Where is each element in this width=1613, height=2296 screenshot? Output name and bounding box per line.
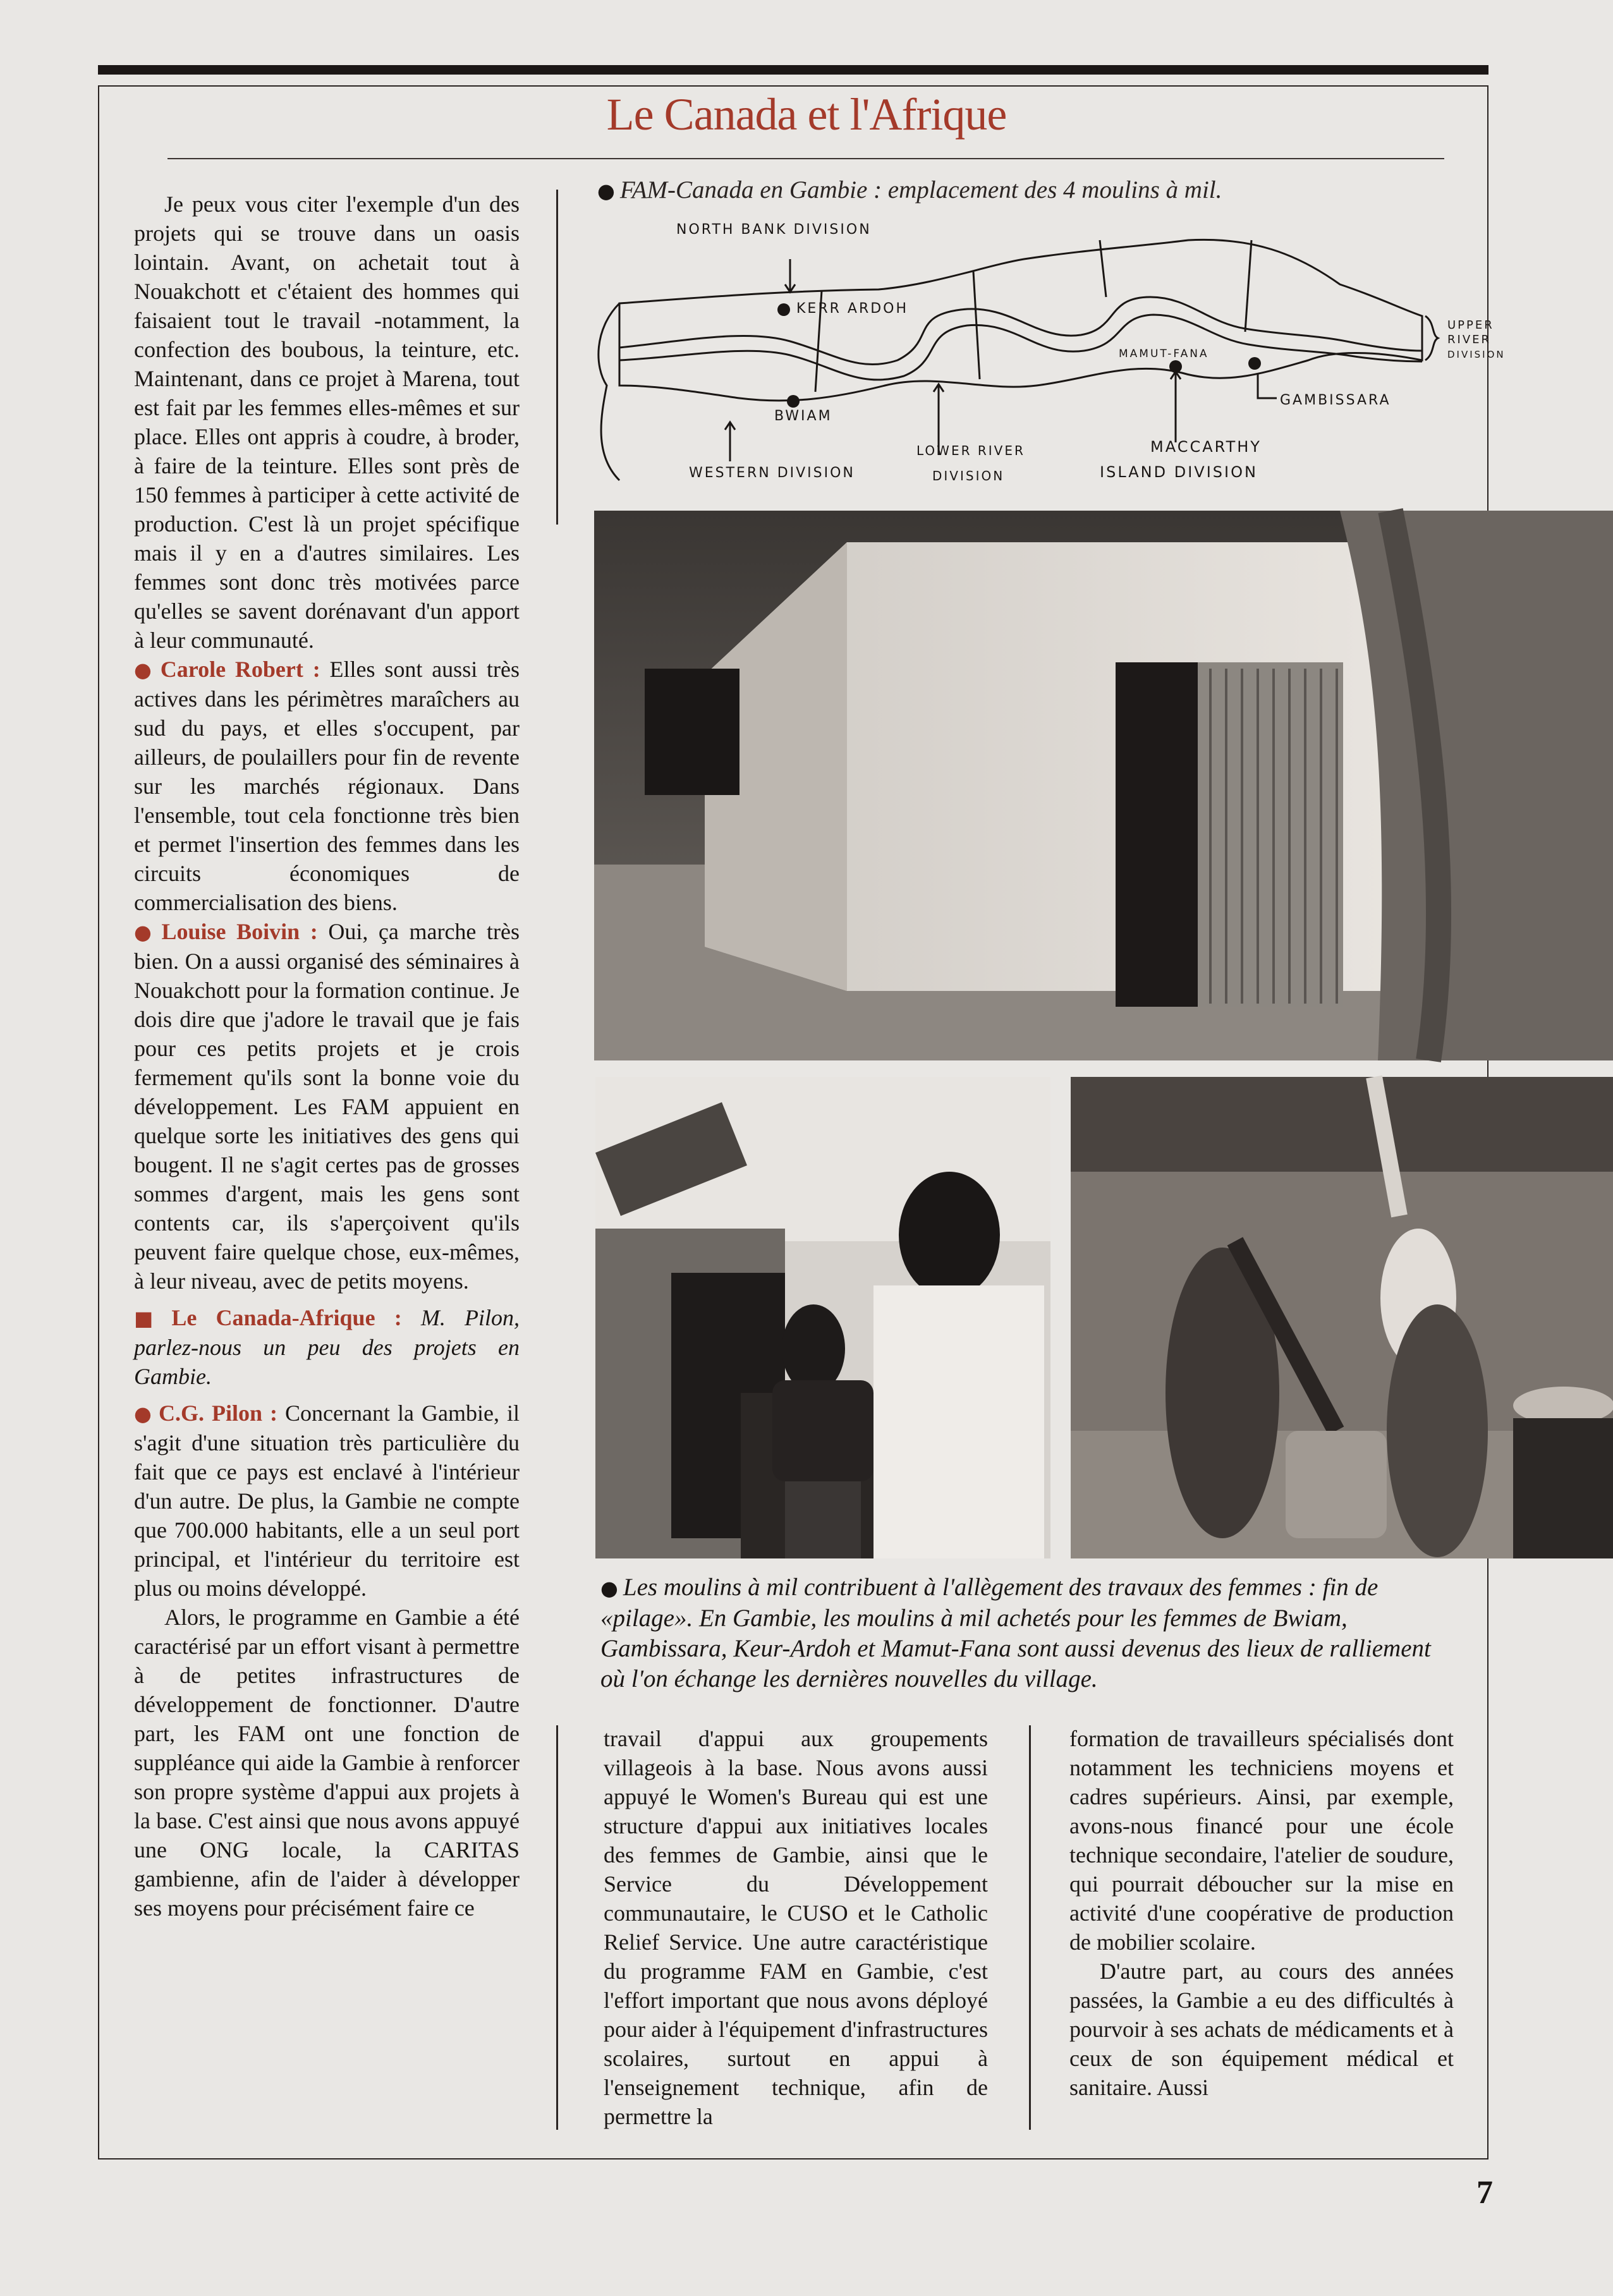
square-bullet-icon: ■: [134, 1306, 167, 1330]
gambia-map: [581, 215, 1506, 506]
speaker-name: Le Canada-Afrique :: [171, 1305, 402, 1330]
photo-caption-text: Les moulins à mil contribuent à l'allègement des travaux des femmes : fin de «pilage». En Gambie, les moulins à mil achetés pour les femmes de Bwiam, Gambissara, Keur-Ardoh et Mamut-Fana sont aussi devenus des lieux de ralliement où l'on échange les dernières nouvelles du village.: [600, 1574, 1431, 1692]
map-label-lower-river: LOWER RIVER: [916, 443, 1025, 458]
map-label-western-division: WESTERN DIVISION: [689, 465, 855, 481]
column-divider: [556, 1725, 558, 2130]
page-number: 7: [1476, 2175, 1493, 2211]
header-rule: [167, 158, 1444, 159]
map-label-north-bank: NORTH BANK DIVISION: [676, 222, 872, 238]
paragraph: [134, 655, 520, 917]
photo-mill-building: [594, 511, 1613, 1060]
paragraph: [134, 1399, 520, 1603]
brace: [1425, 316, 1438, 360]
photo-caption: [600, 1572, 1435, 1694]
bullet-icon: ●: [134, 920, 157, 944]
photo-women-pounding-millet: [1071, 1077, 1613, 1558]
question-text: M. Pilon, parlez-nous un peu des projets en Gambie.: [134, 1305, 520, 1389]
mill-marker-bwiam: [787, 395, 800, 408]
map-label-gambissara: GAMBISSARA: [1280, 392, 1391, 408]
paragraph: travail d'appui aux groupements villageois à la base. Nous avons aussi appuyé le Women's Bureau qui est une structure d'appui aux initiatives locales des femmes de Gambie, ainsi que le Service du Développement communautaire, le CUSO et le Catholic Relief Service. Une autre caractéristique du programme FAM en Gambie, c'est l'effort important que nous avons déployé pour aider à l'équipement d'infrastructures scolaires, surtout en appui à l'enseignement technique, afin de permettre la: [604, 1726, 988, 2129]
river-line-2: [619, 315, 1422, 380]
speaker-name: Louise Boivin :: [161, 919, 318, 944]
paragraph: D'autre part, au cours des années passées, la Gambie a eu des difficultés à pourvoir à ses achats de médicaments et à ceux de son équipement médical et sanitaire. Aussi: [1069, 1959, 1454, 2100]
top-bar: [98, 65, 1488, 75]
map-label-kerr-ardoh: KERR ARDOH: [796, 301, 909, 317]
map-label-upper-river: UPPER: [1447, 319, 1494, 332]
paragraph: Alors, le programme en Gambie a été caractérisé par un effort visant à permettre à de petites infrastructures de développement de fonctionner. D'autre part, les FAM ont une fonction de suppléance qui aide la Gambie à renforcer son propre système d'appui aux projets à la base. C'est ainsi que nous avons appuyé une ONG locale, la CARITAS gambienne, afin de l'aider à développer ses moyens pour précisément faire ce: [134, 1605, 520, 1921]
speaker-name: Carole Robert :: [160, 657, 320, 682]
paragraph: [134, 917, 520, 1296]
bullet-icon: ●: [134, 658, 155, 682]
bullet-icon: ●: [600, 1576, 618, 1600]
photo-women-pounding-image: [1071, 1077, 1613, 1558]
page-header-title: Le Canada et l'Afrique: [606, 89, 1007, 140]
map-caption-text: FAM-Canada en Gambie : emplacement des 4 moulins à mil.: [619, 176, 1222, 203]
paragraph: [134, 1303, 520, 1391]
map-label-upper-river: RIVER: [1447, 333, 1492, 346]
photo-mill-building-image: [594, 511, 1613, 1060]
photo-mill-operators: [595, 1077, 1050, 1558]
mill-marker-gambissara: [1248, 357, 1261, 370]
paragraph: formation de travailleurs spécialisés dont notamment les techniciens moyens et cadres supérieurs. Ainsi, par exemple, avons-nous financé pour une école technique secondaire, l'atelier de soudure, qui pourrait déboucher sur la mise en activité d'une coopérative de production de mobilier scolaire.: [1069, 1726, 1454, 1955]
column-divider: [1029, 1725, 1031, 2130]
paragraph-text: Oui, ça marche très bien. On a aussi organisé des séminaires à Nouakchott pour la formation continue. Je dois dire que j'adore le travail que je fais pour ces petits projets et je crois fermement qu'ils sont la bonne voie du développement. Les FAM appuient en quelque sorte les initiatives des gens qui bougent. Il ne s'agit certes pas de grosses sommes d'argent, mais les gens sont contents car, ils s'aperçoivent qu'ils peuvent faire quelque chose, eux-mêmes, à leur niveau, avec de petits moyens.: [134, 919, 520, 1294]
map-label-upper-river: DIVISION: [1447, 349, 1506, 360]
map-label-mamut-fana: MAMUT-FANA: [1119, 348, 1209, 360]
bullet-icon: ●: [134, 1402, 154, 1426]
coast-line: [599, 303, 619, 480]
mill-marker-mamut-fana: [1169, 360, 1182, 373]
map-label-bwiam: BWIAM: [774, 408, 832, 424]
pointer-line: [1258, 373, 1277, 398]
middle-column: [604, 1724, 988, 2131]
map-label-maccarthy: MACCARTHY: [1150, 438, 1262, 456]
paragraph-text: Concernant la Gambie, il s'agit d'une situation très particulière du fait que ce pays est enclavé à l'intérieur d'un autre. De plus, la Gambie ne compte que 700.000 habitants, elle a un seul port principal, et l'intérieur du territoire est plus ou moins développé.: [134, 1400, 520, 1601]
country-outline: [619, 240, 1422, 401]
river-line: [619, 297, 1422, 365]
map-caption: [597, 176, 1222, 205]
map-label-maccarthy: ISLAND DIVISION: [1100, 463, 1258, 481]
photo-mill-operators-image: [595, 1077, 1050, 1558]
pointer-arrow: [725, 422, 735, 461]
division-border: [1245, 240, 1251, 332]
map-label-lower-river: DIVISION: [932, 468, 1005, 483]
mill-marker-kerr-ardoh: [777, 303, 790, 316]
column-divider: [556, 190, 558, 525]
pointer-arrow: [1171, 372, 1181, 442]
right-column: [1069, 1724, 1454, 2102]
left-column: [134, 190, 520, 1922]
pointer-arrow: [785, 259, 795, 292]
bullet-icon: ●: [597, 179, 615, 203]
paragraph: Je peux vous citer l'exemple d'un des projets qui se trouve dans un oasis lointain. Avant, on achetait tout à Nouakchott et c'étaient des hommes qui faisaient tout le travail -notamment, la confection des boubous, la teinture, etc. Maintenant, dans ce projet à Marena, tout est fait par les femmes elles-mêmes et sur place. Elles ont appris à coudre, à broder, à faire de la teinture. Elles sont près de 150 femmes à participer à cette activité de production. C'est là un projet spécifique mais il y en a d'autres similaires. Les femmes sont donc très motivées parce qu'elles se savent dorénavant d'un apport à leur communauté.: [134, 191, 520, 653]
paragraph-text: Elles sont aussi très actives dans les périmètres maraîchers au sud du pays, et elles s'occupent, par ailleurs, de poulaillers pour fin de revente sur les marchés régionaux. Dans l'ensemble, tout cela fonctionne très bien et permet l'insertion des femmes dans les circuits économiques de commercialisation des biens.: [134, 657, 520, 915]
speaker-name: C.G. Pilon :: [158, 1400, 278, 1426]
